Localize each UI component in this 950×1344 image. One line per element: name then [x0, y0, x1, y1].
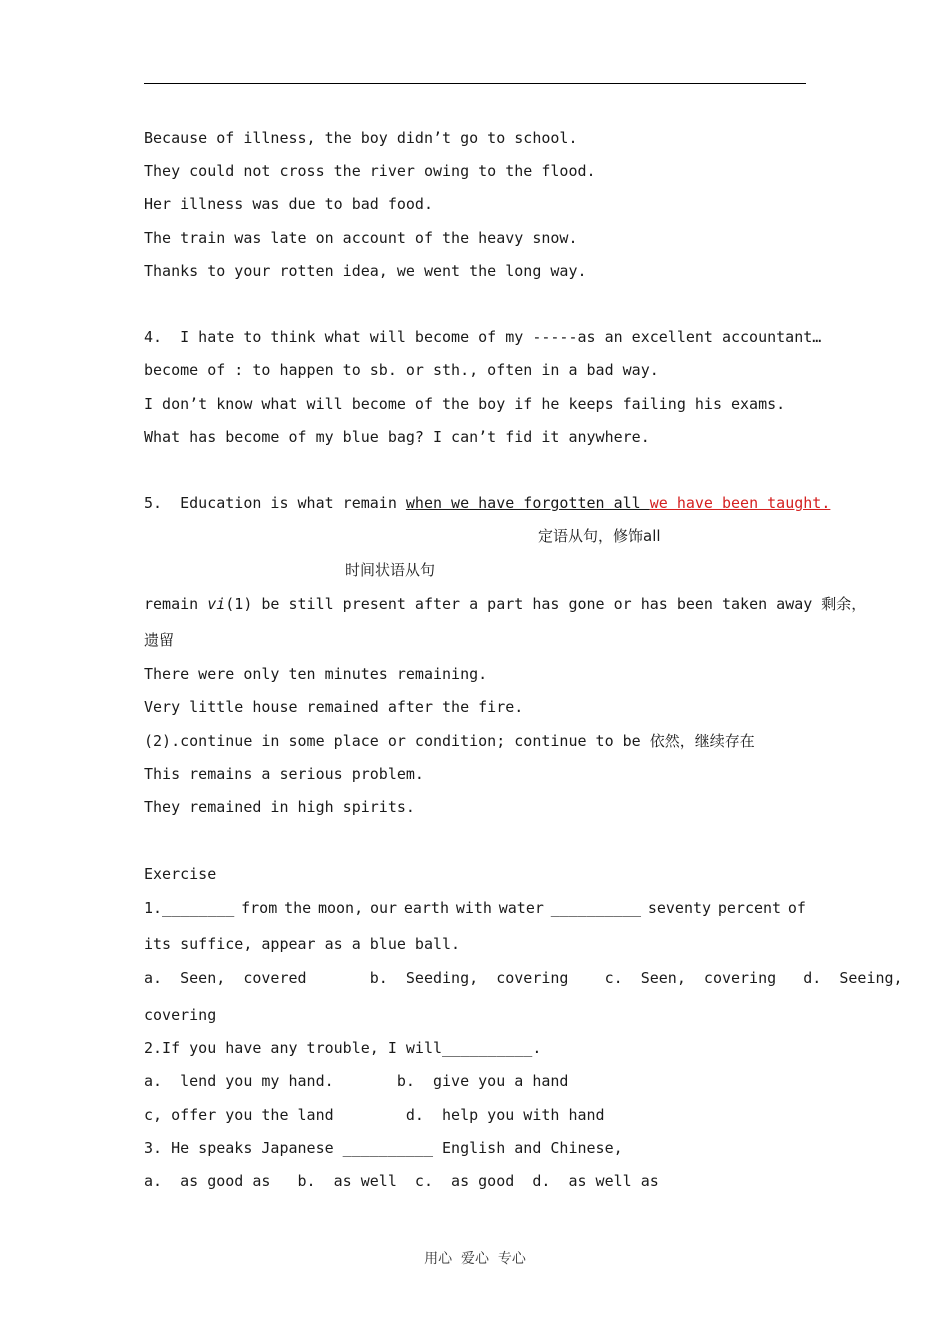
red-underlined-clause: we have been taught. [649, 494, 831, 512]
sentence-start: 5. Education is what remain [144, 494, 406, 512]
text-line: its suffice, appear as a blue ball. [144, 935, 461, 953]
text-line: They could not cross the river owing to the flood. [144, 162, 596, 180]
answer-options: a. Seen, covered b. Seeding, covering c. Seen, covering d. Seeing, [144, 969, 903, 987]
text-line: This remains a serious problem. [144, 765, 424, 783]
question-1: 1.________ from the moon, our earth with water __________ seventy percent of [144, 899, 806, 917]
text-line: They remained in high spirits. [144, 798, 415, 816]
annotation-attributive-clause: 定语从句，修饰all [538, 527, 661, 545]
answer-options: c, offer you the land d. help you with hand [144, 1106, 605, 1124]
answer-options: a. as good as b. as well c. as good d. as well as [144, 1172, 659, 1190]
definition-line: (2).continue in some place or condition; continue to be 依然，继续存在 [144, 732, 755, 750]
text-line: The train was late on account of the heavy snow. [144, 229, 578, 247]
question-3: 3. He speaks Japanese __________ English and Chinese, [144, 1139, 623, 1157]
question-2: 2.If you have any trouble, I will__________. [144, 1039, 542, 1057]
underlined-clause: when we have forgotten all [405, 494, 650, 512]
exercise-heading: Exercise [144, 865, 217, 883]
answer-options: a. lend you my hand. b. give you a hand [144, 1072, 569, 1090]
header-rule [144, 83, 806, 84]
text-line: covering [144, 1006, 217, 1024]
text-line: Because of illness, the boy didn’t go to school. [144, 129, 578, 147]
text-line: There were only ten minutes remaining. [144, 665, 488, 683]
definition-line: remain vi(1) be still present after a part has gone or has been taken away 剩余， [144, 595, 867, 613]
section-5-heading [144, 493, 830, 513]
text-line: What has become of my blue bag? I can’t fid it anywhere. [144, 428, 650, 446]
text-line: Her illness was due to bad food. [144, 195, 433, 213]
text-line: become of : to happen to sb. or sth., often in a bad way. [144, 361, 659, 379]
annotation-time-clause: 时间状语从句 [345, 561, 436, 579]
part-of-speech: vi [207, 595, 226, 613]
text-line: 遗留 [144, 631, 175, 649]
section-4-heading: 4. I hate to think what will become of my -----as an excellent accountant… [144, 328, 822, 346]
page-footer: 用心 爱心 专心 [424, 1251, 526, 1267]
text-line: I don’t know what will become of the boy if he keeps failing his exams. [144, 395, 786, 413]
text-line: Very little house remained after the fire. [144, 698, 524, 716]
text-line: Thanks to your rotten idea, we went the long way. [144, 262, 587, 280]
